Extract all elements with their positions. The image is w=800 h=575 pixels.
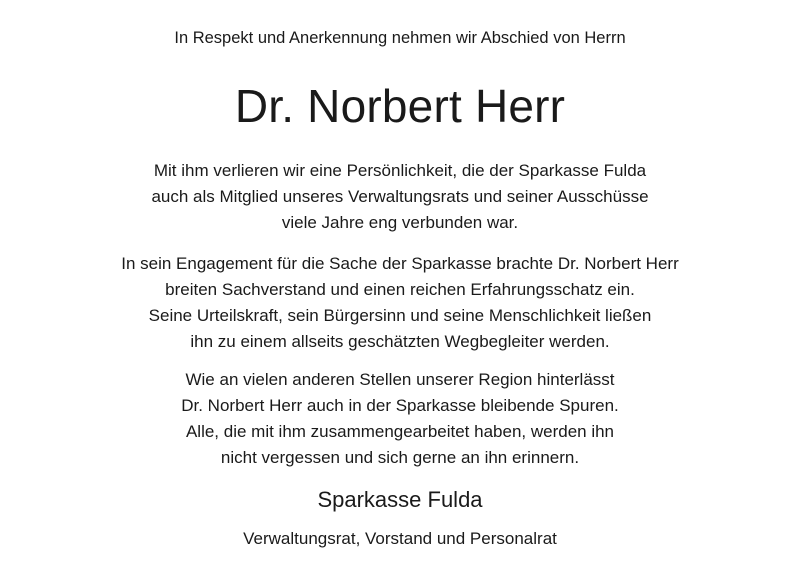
paragraph-line: breiten Sachverstand und einen reichen Erfahrungsschatz ein.	[165, 280, 635, 299]
paragraph-line: Seine Urteilskraft, sein Bürgersinn und seine Menschlichkeit ließen	[148, 306, 652, 325]
paragraph-line: Wie an vielen anderen Stellen unserer Region hinterlässt	[185, 370, 615, 389]
deceased-name: Dr. Norbert Herr	[234, 80, 566, 132]
paragraph-line: auch als Mitglied unseres Verwaltungsrats und seiner Ausschüsse	[151, 187, 649, 206]
paragraph-line: nicht vergessen und sich gerne an ihn erinnern.	[220, 448, 580, 467]
paragraph-line: In sein Engagement für die Sache der Sparkasse brachte Dr. Norbert Herr	[121, 254, 679, 273]
paragraph-2	[0, 251, 800, 355]
paragraph-line: ihn zu einem allseits geschätzten Wegbegleiter werden.	[190, 332, 610, 351]
paragraph-line: Alle, die mit ihm zusammengearbeitet haben, werden ihn	[185, 422, 615, 441]
organization-name: Sparkasse Fulda	[317, 487, 483, 512]
intro-text: In Respekt und Anerkennung nehmen wir Abschied von Herrn	[174, 29, 626, 47]
paragraph-1	[0, 158, 800, 236]
paragraph-line: viele Jahre eng verbunden war.	[281, 213, 519, 232]
organization-subtitle: Verwaltungsrat, Vorstand und Personalrat	[243, 529, 557, 548]
paragraph-line: Mit ihm verlieren wir eine Persönlichkeit, die der Sparkasse Fulda	[153, 161, 647, 180]
paragraph-3	[0, 367, 800, 471]
paragraph-line: Dr. Norbert Herr auch in der Sparkasse bleibende Spuren.	[181, 396, 619, 415]
